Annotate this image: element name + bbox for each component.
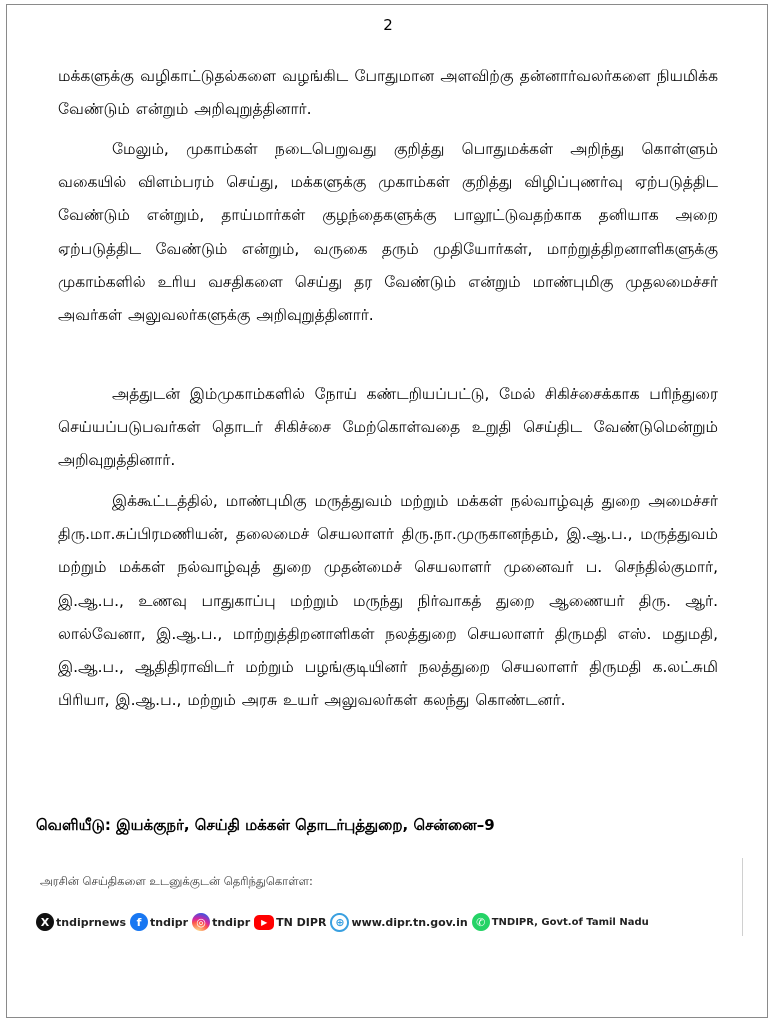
whatsapp-icon: ✆ [472,913,490,931]
social-links [36,910,746,934]
footer-heading: அரசின் செய்திகளை உடனுக்குடன் தெரிந்துகொள்ள: [40,874,313,888]
social-label: tndipr [212,915,251,929]
instagram-icon: ◎ [192,913,210,931]
social-link-youtube[interactable] [254,915,326,930]
x-icon: X [36,913,54,931]
social-link-instagram[interactable] [192,913,250,931]
paragraph-2: மேலும், முகாம்கள் நடைபெறுவது குறித்து பொதுமக்கள் அறிந்து கொள்ளும் வகையில் விளம்பரம் செய்து, மக்களுக்கு முகாம்கள் குறித்து விழிப்புணர்வு ஏற்படுத்திட வேண்டும் என்றும், தாய்மார்கள் குழந்தைகளுக்கு பாலூட்டுவதற்காக தனியாக அறை ஏற்படுத்திட வேண்டும் என்றும், வருகை தரும் முதியோர்கள், மாற்றுத்திறனாளிகளுக்கு முகாம்களில் உரிய வசதிகளை செய்து தர வேண்டும் என்றும் மாண்புமிகு முதலமைச்சர் அவர்கள் அலுவலர்களுக்கு அறிவுறுத்தினார். [58,140,718,325]
paragraph-3: அத்துடன் இம்முகாம்களில் நோய் கண்டறியப்பட்டு, மேல் சிகிச்சைக்காக பரிந்துரை செய்யப்படுபவர்கள் தொடர் சிகிச்சை மேற்கொள்வதை உறுதி செய்திட வேண்டுமென்றும் அறிவுறுத்தினார். [58,385,718,470]
social-link-whatsapp[interactable] [472,913,649,931]
youtube-icon: ▶ [254,915,274,930]
paragraph-4: இக்கூட்டத்தில், மாண்புமிகு மருத்துவம் மற்றும் மக்கள் நல்வாழ்வுத் துறை அமைச்சர் திரு.மா.சுப்பிரமணியன், தலைமைச் செயலாளர் திரு.நா.முருகானந்தம், இ.ஆ.ப., மருத்துவம் மற்றும் மக்கள் நல்வாழ்வுத் துறை முதன்மைச் செயலாளர் முனைவர் ப. செந்தில்குமார், இ.ஆ.ப., உணவு பாதுகாப்பு மற்றும் மருந்து நிர்வாகத் துறை ஆணையர் திரு. ஆர். லால்வேனா, இ.ஆ.ப., மாற்றுத்திறனாளிகள் நலத்துறை செயலாளர் திருமதி எஸ். மதுமதி, இ.ஆ.ப., ஆதிதிராவிடர் மற்றும் பழங்குடியினர் நலத்துறை செயலாளர் திருமதி க.லட்சுமி பிரியா, இ.ஆ.ப., மற்றும் அரசு உயர் அலுவலர்கள் கலந்து கொண்டனர். [58,492,718,710]
social-label: TNDIPR, Govt.of Tamil Nadu [491,916,649,928]
social-link-x[interactable] [36,913,126,931]
social-link-website[interactable] [330,913,467,932]
social-label: tndiprnews [56,915,127,929]
page-number: 2 [383,16,393,34]
paragraph-1: மக்களுக்கு வழிகாட்டுதல்களை வழங்கிட போதுமான அளவிற்கு தன்னார்வலர்களை நியமிக்க வேண்டும் என்றும் அறிவுறுத்தினார். [58,67,718,119]
social-label: www.dipr.tn.gov.in [351,915,468,929]
footer-banner [30,858,743,936]
facebook-icon: f [130,913,148,931]
social-label: tndipr [150,915,189,929]
social-link-facebook[interactable] [130,913,188,931]
web-icon: ⊕ [330,913,349,932]
social-label: TN DIPR [276,915,327,929]
release-line: வெளியீடு: இயக்குநர், செய்தி மக்கள் தொடர்புத்துறை, சென்னை–9 [36,816,495,834]
